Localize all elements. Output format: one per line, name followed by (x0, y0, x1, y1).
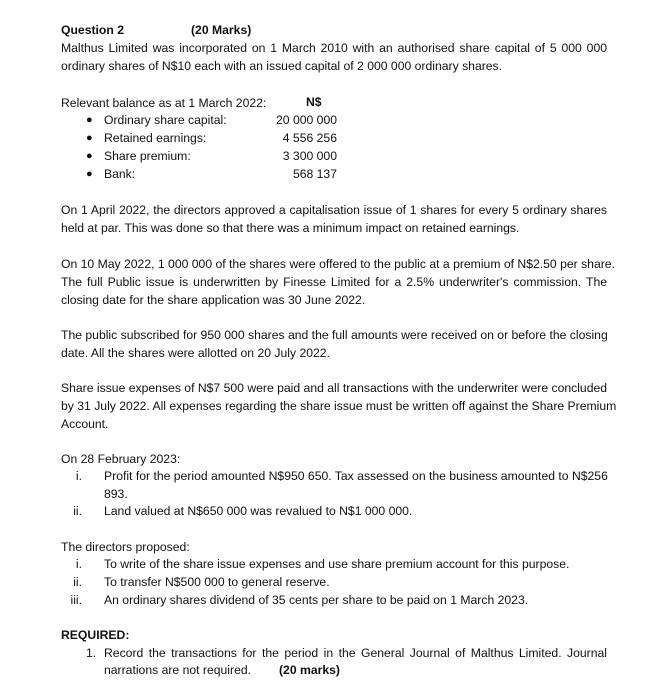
paragraph-4-line-1: Share issue expenses of N$7 500 were paid and all transactions with the underwriter were concluded (61, 381, 608, 395)
required-text-line-1: Record the transactions for the period in the General Journal of Malthus Limited. Journal (104, 646, 607, 660)
balances-heading: Relevant balance as at 1 March 2022: (61, 96, 267, 110)
balance-label: Bank: (104, 167, 136, 181)
balance-value: 568 137 (292, 167, 337, 181)
question-marks: (20 Marks) (191, 23, 252, 37)
balances-currency: N$ (306, 95, 322, 109)
feb-2023-heading: On 28 February 2023: (61, 452, 181, 466)
paragraph-2-line-2: The full Public issue is underwritten by Finesse Limited for a 2.5% underwriter's commission. The (61, 275, 607, 289)
proposals-heading: The directors proposed: (61, 540, 190, 554)
bullet-icon: ● (86, 150, 93, 162)
balance-label: Retained earnings: (104, 131, 207, 145)
paragraph-1-line-1: On 1 April 2022, the directors approved a capitalisation issue of 1 shares for every 5 ordinary shares (61, 203, 607, 217)
list-numeral: iii. (70, 593, 82, 607)
intro-line-1: Malthus Limited was incorporated on 1 March 2010 with an authorised share capital of 5 000 000 (61, 41, 607, 55)
balance-value: 20 000 000 (276, 113, 337, 127)
list-numeral: ii. (73, 575, 82, 589)
list-text: Profit for the period amounted N$950 650. Tax assessed on the business amounted to N$256 (104, 469, 608, 483)
list-text-continued: 893. (104, 487, 128, 501)
required-text-line-2: narrations are not required. (104, 663, 252, 677)
balance-value: 3 300 000 (282, 149, 337, 163)
bullet-icon: ● (86, 132, 93, 144)
list-text: An ordinary shares dividend of 35 cents per share to be paid on 1 March 2023. (104, 593, 529, 607)
list-text: To write of the share issue expenses and use share premium account for this purpose. (104, 557, 570, 571)
list-numeral: 1. (86, 646, 97, 660)
bullet-icon: ● (86, 114, 93, 126)
paragraph-4-line-3: Account. (61, 417, 109, 431)
paragraph-2-line-3: closing date for the share application was 30 June 2022. (61, 293, 366, 307)
balance-value: 4 556 256 (282, 131, 337, 145)
balance-label: Share premium: (104, 149, 191, 163)
required-marks: (20 marks) (279, 663, 340, 677)
balance-label: Ordinary share capital: (104, 113, 227, 127)
paragraph-3-line-1: The public subscribed for 950 000 shares and the full amounts were received on or before the closing (61, 328, 608, 342)
list-numeral: i. (75, 469, 82, 483)
list-numeral: ii. (73, 504, 82, 518)
paragraph-2-line-1: On 10 May 2022, 1 000 000 of the shares were offered to the public at a premium of N$2.50 per share. (61, 257, 615, 271)
paragraph-3-line-2: date. All the shares were allotted on 20 July 2022. (61, 346, 330, 360)
list-numeral: i. (75, 557, 82, 571)
list-text: Land valued at N$650 000 was revalued to N$1 000 000. (104, 504, 413, 518)
bullet-icon: ● (86, 168, 93, 180)
question-title: Question 2 (61, 23, 124, 37)
intro-line-2: ordinary shares of N$10 each with an issued capital of 2 000 000 ordinary shares. (61, 59, 503, 73)
paragraph-4-line-2: by 31 July 2022. All expenses regarding the share issue must be written off against the Share Premium (61, 399, 617, 413)
list-text: To transfer N$500 000 to general reserve. (104, 575, 330, 589)
required-heading: REQUIRED: (61, 628, 130, 642)
paragraph-1-line-2: held at par. This was done so that there was a minimum impact on retained earnings. (61, 221, 520, 235)
